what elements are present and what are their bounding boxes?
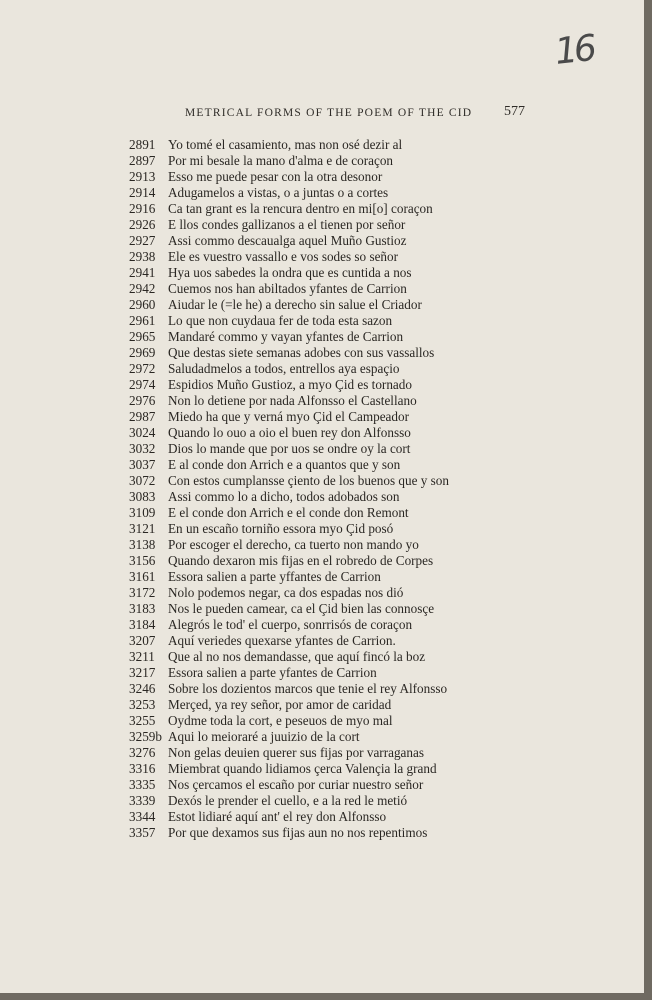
verse-text: Que destas siete semanas adobes con sus vassallos — [168, 345, 435, 360]
verse-number: 3183 — [129, 601, 156, 616]
verse-number: 3357 — [129, 825, 156, 840]
verse-text: Quando dexaron mis fijas en el robredo de Corpes — [168, 553, 434, 568]
verse-text: Estot lidiaré aquí ant' el rey don Alfonsso — [168, 809, 387, 824]
verse-line — [129, 265, 449, 281]
verse-text: Non gelas deuien querer sus fijas por varraganas — [168, 745, 424, 760]
verse-line — [129, 313, 449, 329]
verse-number: 2972 — [129, 361, 156, 376]
page-number: 577 — [504, 104, 525, 119]
verse-number: 2987 — [129, 409, 156, 424]
verse-line — [129, 617, 449, 633]
verse-text: Aiudar le (=le he) a derecho sin salue el Criador — [168, 297, 422, 312]
verse-line — [129, 329, 449, 345]
verse-line — [129, 665, 449, 681]
verse-number: 3276 — [129, 745, 156, 760]
verse-text: Por escoger el derecho, ca tuerto non mando yo — [168, 537, 419, 552]
verse-text: Nos le pueden camear, ca el Çid bien las connosçe — [168, 601, 435, 616]
verse-number: 3156 — [129, 553, 156, 568]
verse-text: Miedo ha que y verná myo Çid el Campeador — [168, 409, 409, 424]
verse-line — [129, 425, 449, 441]
verse-number: 3259b — [129, 729, 162, 744]
verse-text: E llos condes gallizanos a el tienen por señor — [168, 217, 406, 232]
verse-number: 3083 — [129, 489, 156, 504]
verse-number: 3246 — [129, 681, 156, 696]
verse-line — [129, 681, 449, 697]
verse-text: Dexós le prender el cuello, e a la red le metió — [168, 793, 408, 808]
verse-line — [129, 153, 449, 169]
verse-line — [129, 537, 449, 553]
verse-number: 2965 — [129, 329, 156, 344]
verse-text: Nolo podemos negar, ca dos espadas nos dió — [168, 585, 404, 600]
verse-line — [129, 761, 449, 777]
verse-line — [129, 553, 449, 569]
verse-line — [129, 297, 449, 313]
verse-line — [129, 201, 449, 217]
verse-number: 2942 — [129, 281, 156, 296]
verse-number: 2927 — [129, 233, 156, 248]
verse-line — [129, 393, 449, 409]
verse-text: Mandaré commo y vayan yfantes de Carrion — [168, 329, 404, 344]
verse-text: Espidios Muño Gustioz, a myo Çid es tornado — [168, 377, 412, 392]
verse-line — [129, 793, 449, 809]
verse-number: 3344 — [129, 809, 156, 824]
verse-line — [129, 809, 449, 825]
verse-text: En un escaño torniño essora myo Çid posó — [168, 521, 394, 536]
verse-number: 3184 — [129, 617, 156, 632]
verse-line — [129, 521, 449, 537]
verse-line — [129, 377, 449, 393]
verse-number: 3024 — [129, 425, 156, 440]
verse-text: Por mi besale la mano d'alma e de coraçon — [168, 153, 394, 168]
verse-text: Miembrat quando lidiamos çerca Valençia la grand — [168, 761, 437, 776]
verse-text: Yo tomé el casamiento, mas non osé dezir al — [168, 137, 403, 152]
verse-number: 2938 — [129, 249, 156, 264]
verse-line — [129, 361, 449, 377]
verse-text: Hya uos sabedes la ondra que es cuntida a nos — [168, 265, 412, 280]
verse-line — [129, 633, 449, 649]
verse-line — [129, 185, 449, 201]
verse-number: 2913 — [129, 169, 156, 184]
verse-line — [129, 713, 449, 729]
verse-text: Esso me puede pesar con la otra desonor — [168, 169, 383, 184]
verse-number: 3109 — [129, 505, 156, 520]
verse-line — [129, 585, 449, 601]
verse-text: Essora salien a parte yfantes de Carrion — [168, 665, 377, 680]
verse-number: 3032 — [129, 441, 156, 456]
verse-line — [129, 601, 449, 617]
verse-number: 2961 — [129, 313, 156, 328]
verse-number: 3138 — [129, 537, 156, 552]
verse-line-list — [129, 137, 449, 841]
verse-number: 3339 — [129, 793, 156, 808]
verse-number: 3253 — [129, 697, 156, 712]
verse-number: 3161 — [129, 569, 156, 584]
verse-line — [129, 217, 449, 233]
verse-text: Non lo detiene por nada Alfonsso el Castellano — [168, 393, 417, 408]
verse-text: Assi commo descaualga aquel Muño Gustioz — [168, 233, 407, 248]
verse-number: 2916 — [129, 201, 156, 216]
verse-line — [129, 697, 449, 713]
verse-text: Adugamelos a vistas, o a juntas o a cortes — [168, 185, 389, 200]
verse-text: Con estos cumplansse çiento de los buenos que y son — [168, 473, 449, 488]
verse-number: 2974 — [129, 377, 156, 392]
verse-text: Lo que non cuydaua fer de toda esta sazon — [168, 313, 393, 328]
handwritten-page-note: 16 — [552, 28, 595, 73]
verse-number: 3211 — [129, 649, 155, 664]
verse-line — [129, 777, 449, 793]
verse-number: 3121 — [129, 521, 156, 536]
verse-line — [129, 569, 449, 585]
verse-line — [129, 345, 449, 361]
verse-text: Nos çercamos el escaño por curiar nuestro señor — [168, 777, 424, 792]
verse-line — [129, 457, 449, 473]
verse-line — [129, 505, 449, 521]
verse-number: 3072 — [129, 473, 156, 488]
verse-line — [129, 137, 449, 153]
verse-number: 3217 — [129, 665, 156, 680]
page-edge-shadow — [644, 0, 652, 1000]
verse-line — [129, 281, 449, 297]
verse-number: 2960 — [129, 297, 156, 312]
verse-number: 3037 — [129, 457, 156, 472]
verse-number: 3335 — [129, 777, 156, 792]
verse-line — [129, 729, 449, 745]
verse-number: 2941 — [129, 265, 156, 280]
verse-text: Alegrós le tod' el cuerpo, sonrrisós de coraçon — [168, 617, 413, 632]
verse-number: 2976 — [129, 393, 156, 408]
verse-text: Aqui lo meioraré a juuizio de la cort — [168, 729, 360, 744]
verse-text: Essora salien a parte yffantes de Carrion — [168, 569, 381, 584]
verse-number: 2914 — [129, 185, 156, 200]
verse-number: 2897 — [129, 153, 156, 168]
verse-line — [129, 745, 449, 761]
verse-number: 2926 — [129, 217, 156, 232]
verse-text: E al conde don Arrich e a quantos que y son — [168, 457, 401, 472]
verse-text: E el conde don Arrich e el conde don Remont — [168, 505, 409, 520]
verse-text: Aquí veriedes quexarse yfantes de Carrion. — [168, 633, 396, 648]
verse-text: Ele es vuestro vassallo e vos sodes so señor — [168, 249, 399, 264]
verse-number: 3255 — [129, 713, 156, 728]
verse-line — [129, 473, 449, 489]
verse-line — [129, 825, 449, 841]
verse-text: Dios lo mande que por uos se ondre oy la cort — [168, 441, 411, 456]
verse-text: Oydme toda la cort, e peseuos de myo mal — [168, 713, 393, 728]
verse-number: 2969 — [129, 345, 156, 360]
verse-text: Quando lo ouo a oio el buen rey don Alfonsso — [168, 425, 411, 440]
verse-text: Sobre los dozientos marcos que tenie el rey Alfonsso — [168, 681, 448, 696]
verse-number: 3172 — [129, 585, 156, 600]
running-title: METRICAL FORMS OF THE POEM OF THE CID — [185, 107, 473, 119]
verse-line — [129, 169, 449, 185]
verse-line — [129, 409, 449, 425]
verse-number: 2891 — [129, 137, 156, 152]
verse-line — [129, 249, 449, 265]
verse-text: Cuemos nos han abiltados yfantes de Carrion — [168, 281, 407, 296]
verse-text: Que al no nos demandasse, que aquí fincó la boz — [168, 649, 426, 664]
verse-line — [129, 441, 449, 457]
verse-text: Assi commo lo a dicho, todos adobados son — [168, 489, 400, 504]
verse-text: Merçed, ya rey señor, por amor de caridad — [168, 697, 392, 712]
verse-line — [129, 489, 449, 505]
verse-number: 3207 — [129, 633, 156, 648]
verse-line — [129, 649, 449, 665]
verse-text: Saludadmelos a todos, entrellos aya espaçio — [168, 361, 400, 376]
verse-text: Por que dexamos sus fijas aun no nos repentimos — [168, 825, 428, 840]
verse-line — [129, 233, 449, 249]
verse-number: 3316 — [129, 761, 156, 776]
verse-text: Ca tan grant es la rencura dentro en mi[o] coraçon — [168, 201, 433, 216]
page-bottom-shadow — [0, 993, 652, 1000]
